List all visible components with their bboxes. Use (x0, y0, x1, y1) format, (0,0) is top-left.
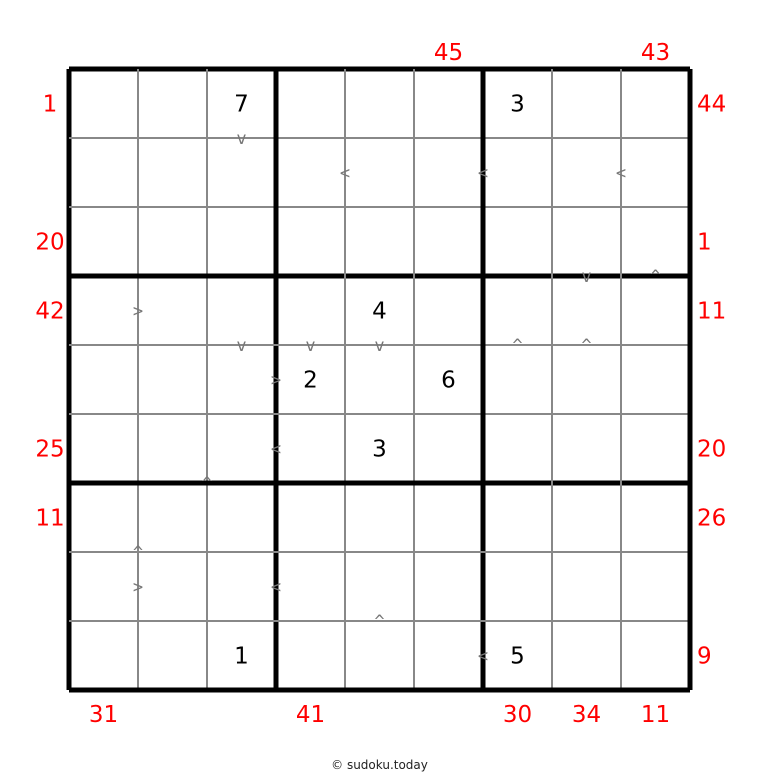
clue-bottom: 31 (88, 702, 119, 728)
cell-r3c3[interactable] (207, 207, 276, 276)
cell-r7c4[interactable] (276, 483, 345, 552)
clue-right: 1 (697, 229, 712, 256)
inequality-sign: > (270, 370, 282, 391)
clue-top: 43 (640, 40, 671, 66)
cell-r4c3[interactable] (207, 276, 276, 345)
inequality-sign: < (270, 577, 282, 598)
cell-r1c5[interactable] (345, 69, 414, 138)
cell-r7c1[interactable] (69, 483, 138, 552)
cell-r8c8[interactable] (552, 552, 621, 621)
cell-r2c5[interactable] (345, 138, 414, 207)
cell-r6c3[interactable] (207, 414, 276, 483)
cell-r4c6[interactable] (414, 276, 483, 345)
inequality-sign: v (236, 336, 247, 356)
cell-r6c2[interactable] (138, 414, 207, 483)
cell-r6c8[interactable] (552, 414, 621, 483)
inequality-sign: < (615, 163, 627, 184)
clue-right: 9 (697, 643, 712, 670)
cell-r1c8[interactable] (552, 69, 621, 138)
cell-r2c8[interactable] (552, 138, 621, 207)
cell-r1c9[interactable] (621, 69, 690, 138)
cell-r4c4[interactable] (276, 276, 345, 345)
cell-r9c2[interactable] (138, 621, 207, 690)
clue-bottom: 11 (640, 702, 671, 728)
cell-r9c6[interactable] (414, 621, 483, 690)
cell-r4c1[interactable] (69, 276, 138, 345)
cell-r6c7[interactable] (483, 414, 552, 483)
cell-r8c9[interactable] (621, 552, 690, 621)
given-digit: 1 (234, 643, 249, 670)
cell-r6c6[interactable] (414, 414, 483, 483)
cell-r8c5[interactable] (345, 552, 414, 621)
clue-right: 11 (697, 298, 727, 325)
given-digit: 2 (303, 367, 318, 394)
inequality-sign: < (270, 439, 282, 460)
cell-r6c1[interactable] (69, 414, 138, 483)
clue-bottom: 41 (295, 702, 326, 728)
inequality-sign: < (477, 163, 489, 184)
given-digit: 7 (234, 91, 249, 118)
clue-bottom: 34 (571, 702, 602, 728)
cell-r2c7[interactable] (483, 138, 552, 207)
cell-r1c2[interactable] (138, 69, 207, 138)
given-digit: 5 (510, 643, 525, 670)
cell-r2c6[interactable] (414, 138, 483, 207)
cell-r6c9[interactable] (621, 414, 690, 483)
cell-r9c8[interactable] (552, 621, 621, 690)
inequality-sign: ^ (374, 612, 385, 632)
cell-r4c2[interactable] (138, 276, 207, 345)
clue-bottom: 30 (502, 702, 533, 728)
inequality-sign: ^ (512, 336, 523, 356)
cell-r3c4[interactable] (276, 207, 345, 276)
cell-r8c4[interactable] (276, 552, 345, 621)
cell-r5c9[interactable] (621, 345, 690, 414)
clue-left: 42 (35, 298, 65, 325)
copyright-footer: © sudoku.today (331, 758, 428, 772)
clue-right: 20 (697, 436, 727, 463)
cell-r7c6[interactable] (414, 483, 483, 552)
given-digit: 3 (510, 91, 525, 118)
cell-layer (69, 69, 690, 690)
clue-right: 44 (697, 91, 727, 118)
cell-r9c9[interactable] (621, 621, 690, 690)
cell-r8c1[interactable] (69, 552, 138, 621)
cell-r7c8[interactable] (552, 483, 621, 552)
cell-r7c7[interactable] (483, 483, 552, 552)
cell-r1c1[interactable] (69, 69, 138, 138)
clue-left: 20 (35, 229, 65, 256)
cell-r8c3[interactable] (207, 552, 276, 621)
inequality-sign: v (236, 129, 247, 149)
cell-r1c4[interactable] (276, 69, 345, 138)
cell-r7c2[interactable] (138, 483, 207, 552)
inequality-sign: v (305, 336, 316, 356)
inequality-sign: > (132, 301, 144, 322)
cell-r3c9[interactable] (621, 207, 690, 276)
inequality-sign: ^ (201, 474, 213, 494)
inequality-sign: ^ (581, 336, 592, 356)
cell-r3c8[interactable] (552, 207, 621, 276)
cell-r8c7[interactable] (483, 552, 552, 621)
cell-r8c6[interactable] (414, 552, 483, 621)
cell-r5c1[interactable] (69, 345, 138, 414)
cell-r5c2[interactable] (138, 345, 207, 414)
cell-r2c9[interactable] (621, 138, 690, 207)
given-digit: 4 (372, 298, 387, 325)
inequality-sign: ^ (132, 543, 144, 563)
cell-r9c1[interactable] (69, 621, 138, 690)
cell-r9c4[interactable] (276, 621, 345, 690)
clue-left: 11 (35, 505, 65, 532)
cell-r6c4[interactable] (276, 414, 345, 483)
cell-r7c3[interactable] (207, 483, 276, 552)
cell-r2c1[interactable] (69, 138, 138, 207)
clue-left: 25 (35, 436, 65, 463)
inequality-sign: < (477, 646, 489, 667)
cell-r3c5[interactable] (345, 207, 414, 276)
clue-left: 1 (42, 91, 58, 118)
given-digit: 6 (441, 367, 456, 394)
cell-r7c5[interactable] (345, 483, 414, 552)
cell-r7c9[interactable] (621, 483, 690, 552)
inequality-sign: ^ (650, 267, 661, 287)
cell-r3c6[interactable] (414, 207, 483, 276)
cell-r3c1[interactable] (69, 207, 138, 276)
given-digit: 3 (372, 436, 387, 463)
clue-top: 45 (433, 40, 464, 66)
inequality-sign: v (374, 336, 385, 356)
inequality-sign: v (581, 267, 592, 287)
clue-right: 26 (697, 505, 727, 532)
cell-r8c2[interactable] (138, 552, 207, 621)
cell-r4c7[interactable] (483, 276, 552, 345)
cell-r1c6[interactable] (414, 69, 483, 138)
cell-r2c2[interactable] (138, 138, 207, 207)
cell-r3c7[interactable] (483, 207, 552, 276)
cell-r2c4[interactable] (276, 138, 345, 207)
inequality-sign: < (339, 163, 351, 184)
inequality-sign: > (132, 577, 144, 598)
cell-r3c2[interactable] (138, 207, 207, 276)
